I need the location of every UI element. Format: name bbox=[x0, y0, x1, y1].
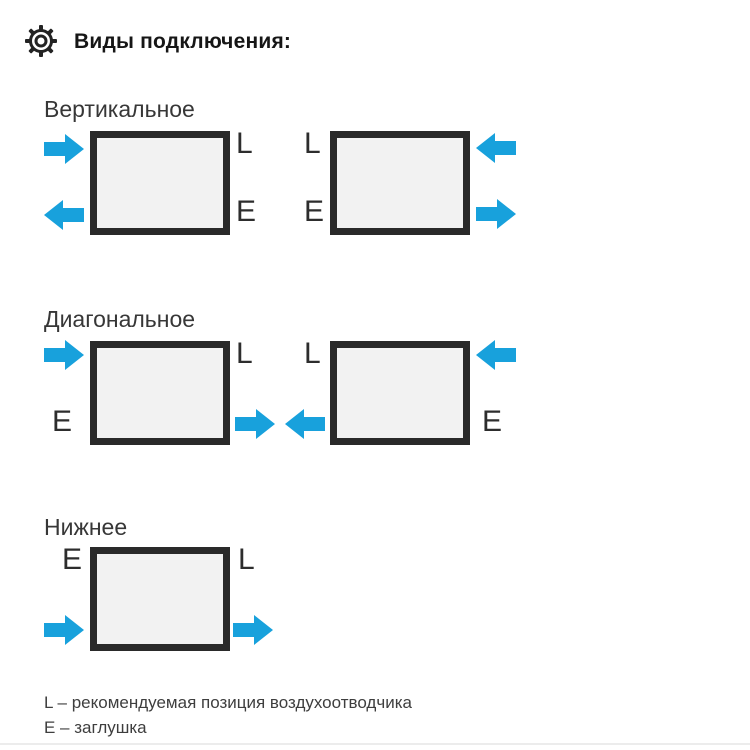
plug-position-label: E bbox=[62, 543, 83, 576]
flow-out-arrow-icon bbox=[476, 199, 516, 229]
vent-position-label: L bbox=[238, 543, 255, 576]
flow-out-arrow-icon bbox=[235, 409, 275, 439]
plug-position-label: E bbox=[52, 405, 73, 438]
radiator-rect bbox=[330, 341, 470, 445]
legend-line-plug: E – заглушка bbox=[44, 718, 147, 737]
vent-position-label: L bbox=[236, 127, 253, 160]
vent-position-label: L bbox=[236, 337, 253, 370]
plug-position-label: E bbox=[236, 195, 257, 228]
vent-position-label: L bbox=[304, 127, 321, 160]
flow-in-arrow-icon bbox=[476, 133, 516, 163]
section-diagonal-label: Диагональное bbox=[44, 306, 196, 332]
page-title: Виды подключения: bbox=[74, 30, 292, 53]
flow-out-arrow-icon bbox=[44, 200, 84, 230]
radiator-rect bbox=[90, 131, 230, 235]
bottom-divider bbox=[0, 743, 750, 745]
legend-line-vent: L – рекомендуемая позиция воздухоотводчика bbox=[44, 693, 412, 712]
plug-position-label: E bbox=[304, 195, 325, 228]
section-bottom-label: Нижнее bbox=[44, 514, 128, 540]
radiator-rect bbox=[90, 547, 230, 651]
flow-out-arrow-icon bbox=[285, 409, 325, 439]
radiator-rect bbox=[90, 341, 230, 445]
flow-in-arrow-icon bbox=[44, 340, 84, 370]
flow-out-arrow-icon bbox=[233, 615, 273, 645]
flow-in-arrow-icon bbox=[476, 340, 516, 370]
plug-position-label: E bbox=[482, 405, 503, 438]
vent-position-label: L bbox=[304, 337, 321, 370]
flow-in-arrow-icon bbox=[44, 134, 84, 164]
gear-icon bbox=[24, 24, 58, 58]
legend bbox=[44, 690, 412, 740]
section-vertical-label: Вертикальное bbox=[44, 96, 195, 122]
flow-in-arrow-icon bbox=[44, 615, 84, 645]
radiator-rect bbox=[330, 131, 470, 235]
